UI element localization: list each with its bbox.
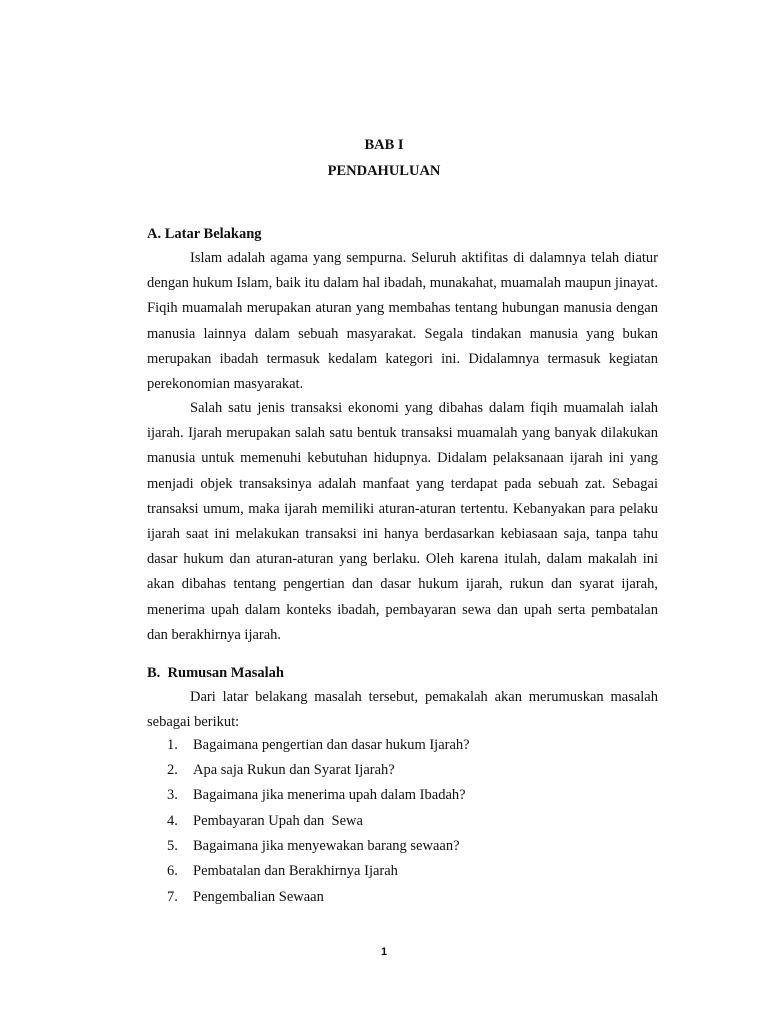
list-item-text: Pengembalian Sewaan xyxy=(193,889,324,905)
list-item-text: Bagaimana jika menyewakan barang sewaan? xyxy=(193,838,460,854)
list-item-number: 5. xyxy=(167,838,178,854)
background-paragraph-1: Islam adalah agama yang sempurna. Seluruh aktifitas di dalamnya telah diatur dengan hukum Islam, baik itu dalam hal ibadah, munakahat, muamalah maupun jinayat. Fiqih muamalah merupakan aturan yang membahas tentang hubungan manusia dengan manusia lainnya dalam sebuah masyarakat. Segala tindakan manusia yang bukan merupakan ibadah termasuk kedalam kategori ini. Didalamnya termasuk kegiatan perekonomian masyarakat. xyxy=(147,250,658,393)
list-item-number: 3. xyxy=(167,787,178,803)
list-item-text: Pembayaran Upah dan Sewa xyxy=(193,813,363,829)
section-b-title: B. Rumusan Masalah xyxy=(147,665,284,681)
list-item-number: 2. xyxy=(167,762,178,778)
list-item-number: 7. xyxy=(167,889,178,905)
list-item-text: Pembatalan dan Berakhirnya Ijarah xyxy=(193,863,398,879)
list-item-number: 1. xyxy=(167,737,178,753)
list-item-text: Bagaimana jika menerima upah dalam Ibadah? xyxy=(193,787,466,803)
chapter-label: BAB I xyxy=(364,137,404,153)
chapter-title: PENDAHULUAN xyxy=(327,163,441,179)
list-item-number: 6. xyxy=(167,863,178,879)
page-number: 1 xyxy=(380,946,388,958)
list-item-text: Apa saja Rukun dan Syarat Ijarah? xyxy=(193,762,395,778)
background-paragraph-2: Salah satu jenis transaksi ekonomi yang dibahas dalam fiqih muamalah ialah ijarah. Ijarah merupakan salah satu bentuk transaksi muamalah yang banyak dilakukan manusia untuk memenuhi kebutuhan hidupnya. Didalam pelaksanaan ijarah ini yang menjadi objek transaksinya adalah manfaat yang terdapat pada sebuah zat. Sebagai transaksi umum, maka ijarah memiliki aturan-aturan tertentu. Kebanyakan para pelaku ijarah saat ini melakukan transaksi ini hanya berdasarkan kebiasaan saja, tanpa tahu dasar hukum dan aturan-aturan yang berlaku. Oleh karena itulah, dalam makalah ini akan dibahas tentang pengertian dan dasar hukum ijarah, rukun dan syarat ijarah, menerima upah dalam konteks ibadah, pembayaran sewa dan upah serta pembatalan dan berakhirnya ijarah. xyxy=(147,400,658,643)
problem-intro-paragraph: Dari latar belakang masalah tersebut, pemakalah akan merumuskan masalah sebagai berikut: xyxy=(147,689,658,731)
list-item-number: 4. xyxy=(167,813,178,829)
section-a-title: A. Latar Belakang xyxy=(147,226,262,242)
list-item-text: Bagaimana pengertian dan dasar hukum Ijarah? xyxy=(193,737,470,753)
